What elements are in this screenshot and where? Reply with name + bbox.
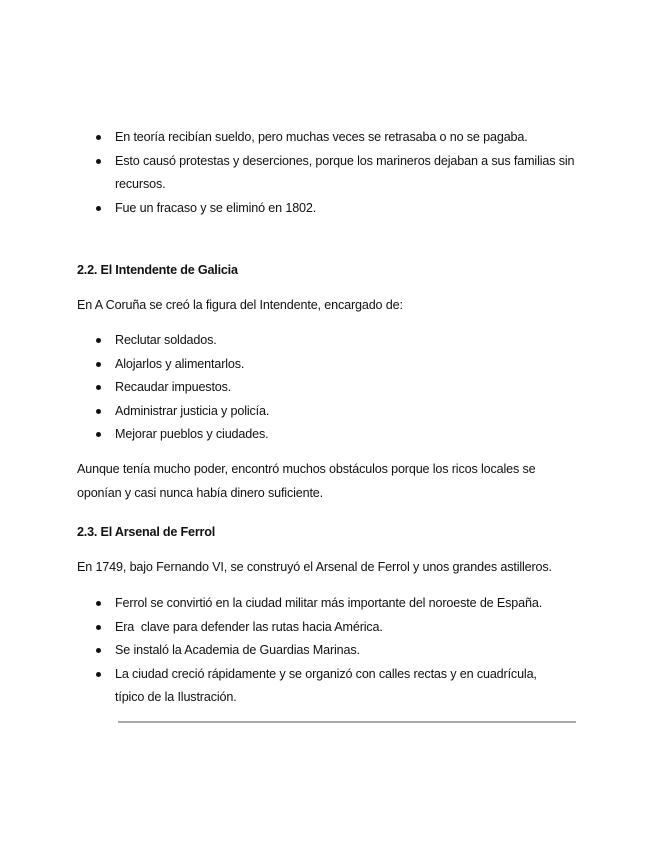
list-item: Esto causó protestas y deserciones, porque los marineros dejaban a sus familias sin recursos.	[95, 150, 585, 197]
bullet-icon	[96, 409, 101, 414]
bullet-icon	[96, 206, 101, 211]
list-item: Administrar justicia y policía.	[95, 400, 585, 424]
bullet-list-sueldo	[95, 126, 585, 220]
list-item: Mejorar pueblos y ciudades.	[95, 423, 585, 447]
bullet-icon	[96, 135, 101, 140]
bullet-icon	[96, 672, 101, 677]
bullet-icon	[96, 159, 101, 164]
list-item: Reclutar soldados.	[95, 329, 585, 353]
bullet-icon	[96, 601, 101, 606]
paragraph-intendente-closing: Aunque tenía mucho poder, encontró muchos obstáculos porque los ricos locales se oponían y casi nunca había dinero suficiente.	[77, 462, 536, 500]
bullet-list-arsenal	[95, 592, 565, 710]
list-item: La ciudad creció rápidamente y se organizó con calles rectas y en cuadrícula, típico de la Ilustración.	[95, 663, 565, 710]
paragraph-intendente-intro: En A Coruña se creó la figura del Intendente, encargado de:	[77, 298, 403, 312]
bullet-icon	[96, 338, 101, 343]
list-item: Alojarlos y alimentarlos.	[95, 353, 585, 377]
list-item: En teoría recibían sueldo, pero muchas veces se retrasaba o no se pagaba.	[95, 126, 585, 150]
list-item: Era clave para defender las rutas hacia América.	[95, 616, 565, 640]
list-item: Recaudar impuestos.	[95, 376, 585, 400]
bullet-list-intendente	[95, 329, 585, 447]
section-heading-arsenal: 2.3. El Arsenal de Ferrol	[77, 525, 216, 539]
bullet-icon	[96, 432, 101, 437]
list-item: Fue un fracaso y se eliminó en 1802.	[95, 197, 585, 221]
bullet-icon	[96, 385, 101, 390]
list-item: Se instaló la Academia de Guardias Marinas.	[95, 639, 565, 663]
horizontal-divider	[118, 721, 576, 723]
paragraph-arsenal-intro: En 1749, bajo Fernando VI, se construyó el Arsenal de Ferrol y unos grandes astilleros.	[77, 560, 552, 574]
section-heading-intendente: 2.2. El Intendente de Galicia	[77, 263, 238, 277]
bullet-icon	[96, 648, 101, 653]
list-item: Ferrol se convirtió en la ciudad militar más importante del noroeste de España.	[95, 592, 565, 616]
bullet-icon	[96, 625, 101, 630]
bullet-icon	[96, 362, 101, 367]
